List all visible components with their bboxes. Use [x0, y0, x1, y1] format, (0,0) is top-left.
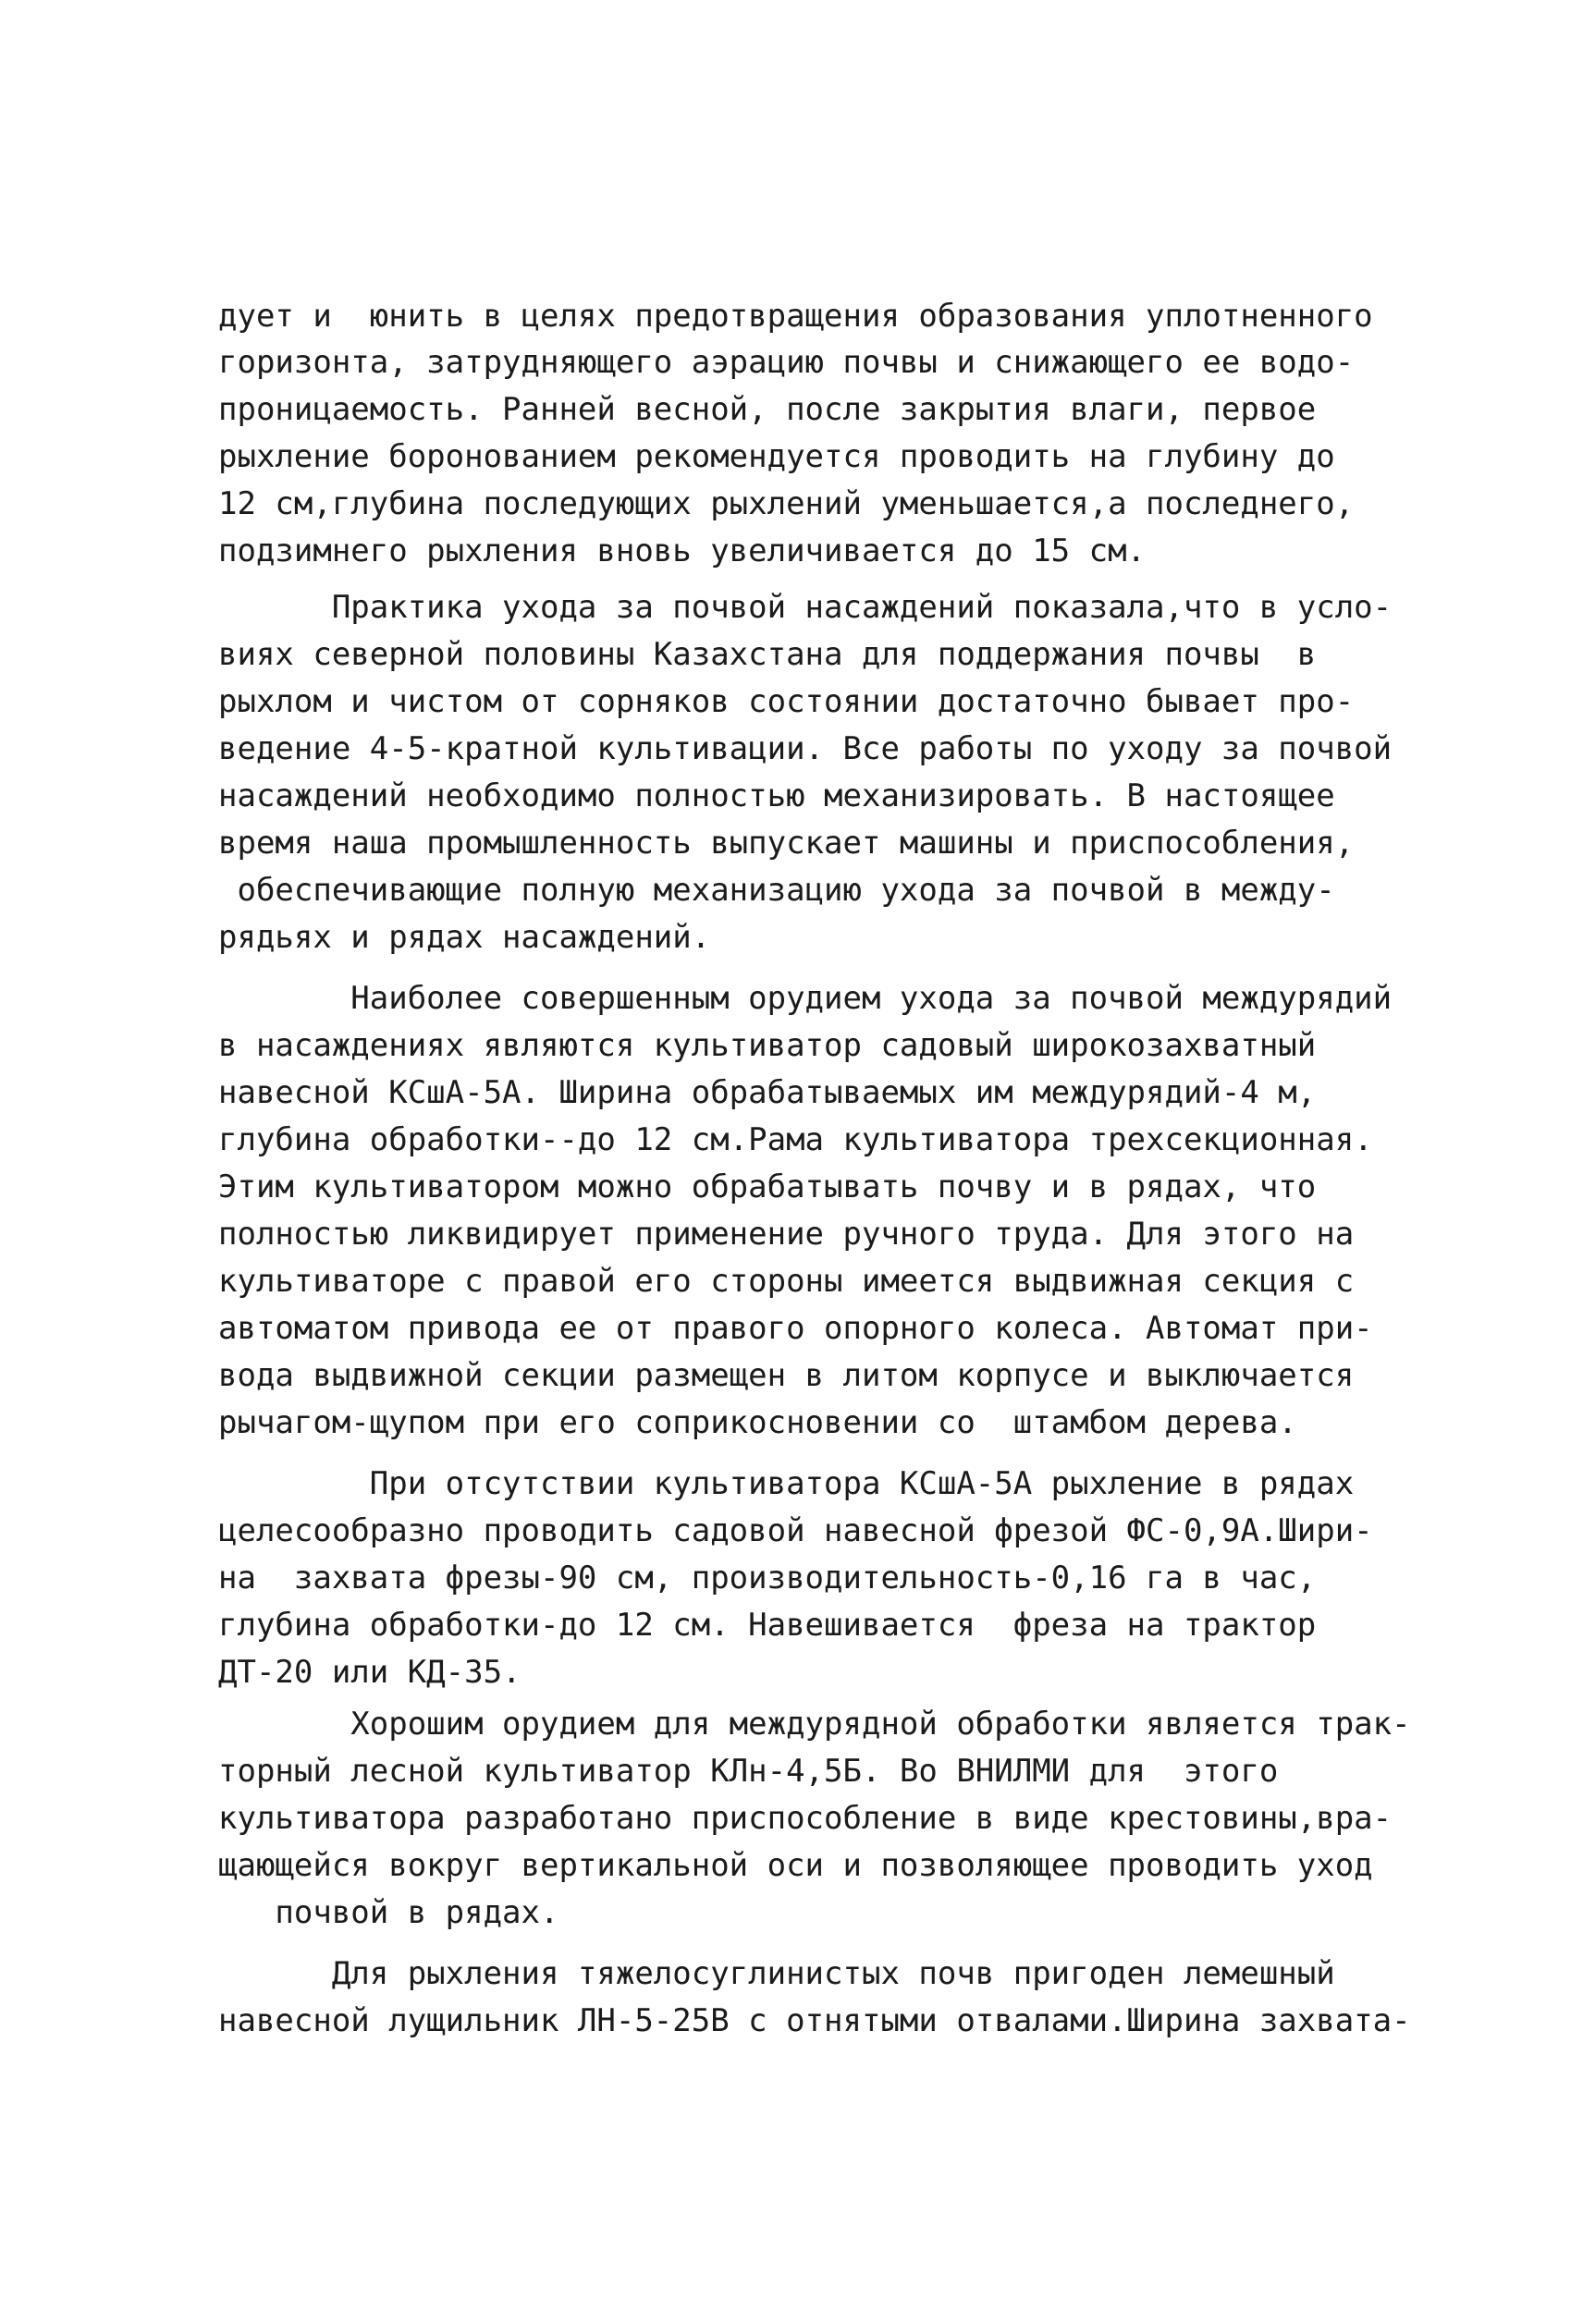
- text-line: целесообразно проводить садовой навесной фрезой ФС-0,9А.Шири-: [218, 1512, 1373, 1549]
- text-line: проницаемость. Ранней весной, после закрытия влаги, первое: [218, 391, 1317, 428]
- text-line: полностью ликвидирует применение ручного труда. Для этого на: [218, 1216, 1355, 1253]
- text-line: виях северной половины Казахстана для поддержания почвы в: [218, 636, 1317, 673]
- text-line: горизонта, затрудняющего аэрацию почвы и снижающего ее водо-: [218, 344, 1355, 381]
- text-line: глубина обработки--до 12 см.Рама культиватора трехсекционная.: [218, 1121, 1373, 1158]
- text-line: подзимнего рыхления вновь увеличивается до 15 см.: [218, 532, 1147, 569]
- text-line: рыхлом и чистом от сорняков состоянии достаточно бывает про-: [218, 683, 1355, 720]
- text-line: время наша промышленность выпускает машины и приспособления,: [218, 825, 1355, 862]
- text-line: в насаждениях являются культиватор садовый широкозахватный: [218, 1027, 1317, 1064]
- text-line: Этим культиватором можно обрабатывать почву и в рядах, что: [218, 1168, 1317, 1205]
- text-line: навесной КСшА-5А. Ширина обрабатываемых им междурядий-4 м,: [218, 1074, 1317, 1111]
- text-line: Наиболее совершенным орудием ухода за почвой междурядий: [218, 980, 1393, 1017]
- text-line: дует и юнить в целях предотвращения образования уплотненного: [218, 298, 1373, 335]
- text-line: культиваторе с правой его стороны имеется выдвижная секция с: [218, 1263, 1355, 1300]
- text-line: рычагом-щупом при его соприкосновении со штамбом дерева.: [218, 1404, 1297, 1441]
- text-line: глубина обработки-до 12 см. Навешивается фреза на трактор: [218, 1607, 1317, 1644]
- text-line: автоматом привода ее от правого опорного колеса. Автомат при-: [218, 1310, 1373, 1347]
- text-line: ведение 4-5-кратной культивации. Все работы по уходу за почвой: [218, 730, 1393, 767]
- text-line: рядьях и рядах насаждений.: [218, 919, 711, 956]
- text-line: культиватора разработано приспособление в виде крестовины,вра-: [218, 1800, 1393, 1837]
- text-line: рыхление боронованием рекомендуется проводить на глубину до: [218, 438, 1335, 475]
- text-line: При отсутствии культиватора КСшА-5А рыхление в рядах: [218, 1465, 1355, 1502]
- text-line: почвой в рядах.: [218, 1894, 559, 1931]
- text-line: 12 см,глубина последующих рыхлений уменьшается,а последнего,: [218, 485, 1355, 522]
- text-line: ДТ-20 или КД-35.: [218, 1654, 522, 1691]
- text-line: навесной лущильник ЛН-5-25В с отнятыми отвалами.Ширина захвата-: [218, 2002, 1411, 2039]
- text-line: щающейся вокруг вертикальной оси и позволяющее проводить уход: [218, 1847, 1373, 1884]
- text-line: Хорошим орудием для междурядной обработки является трак-: [218, 1706, 1411, 1743]
- text-line: Для рыхления тяжелосуглинистых почв пригоден лемешный: [218, 1955, 1335, 1992]
- text-line: Практика ухода за почвой насаждений показала,что в усло-: [218, 589, 1393, 626]
- text-line: на захвата фрезы-90 см, производительность-0,16 га в час,: [218, 1560, 1317, 1596]
- text-line: обеспечивающие полную механизацию ухода за почвой в междy-: [218, 872, 1335, 909]
- text-line: насаждений необходимо полностью механизировать. В настоящее: [218, 777, 1335, 814]
- text-line: торный лесной культиватор КЛн-4,5Б. Во ВНИЛМИ для этого: [218, 1753, 1279, 1790]
- text-line: вода выдвижной секции размещен в литом корпусе и выключается: [218, 1357, 1355, 1394]
